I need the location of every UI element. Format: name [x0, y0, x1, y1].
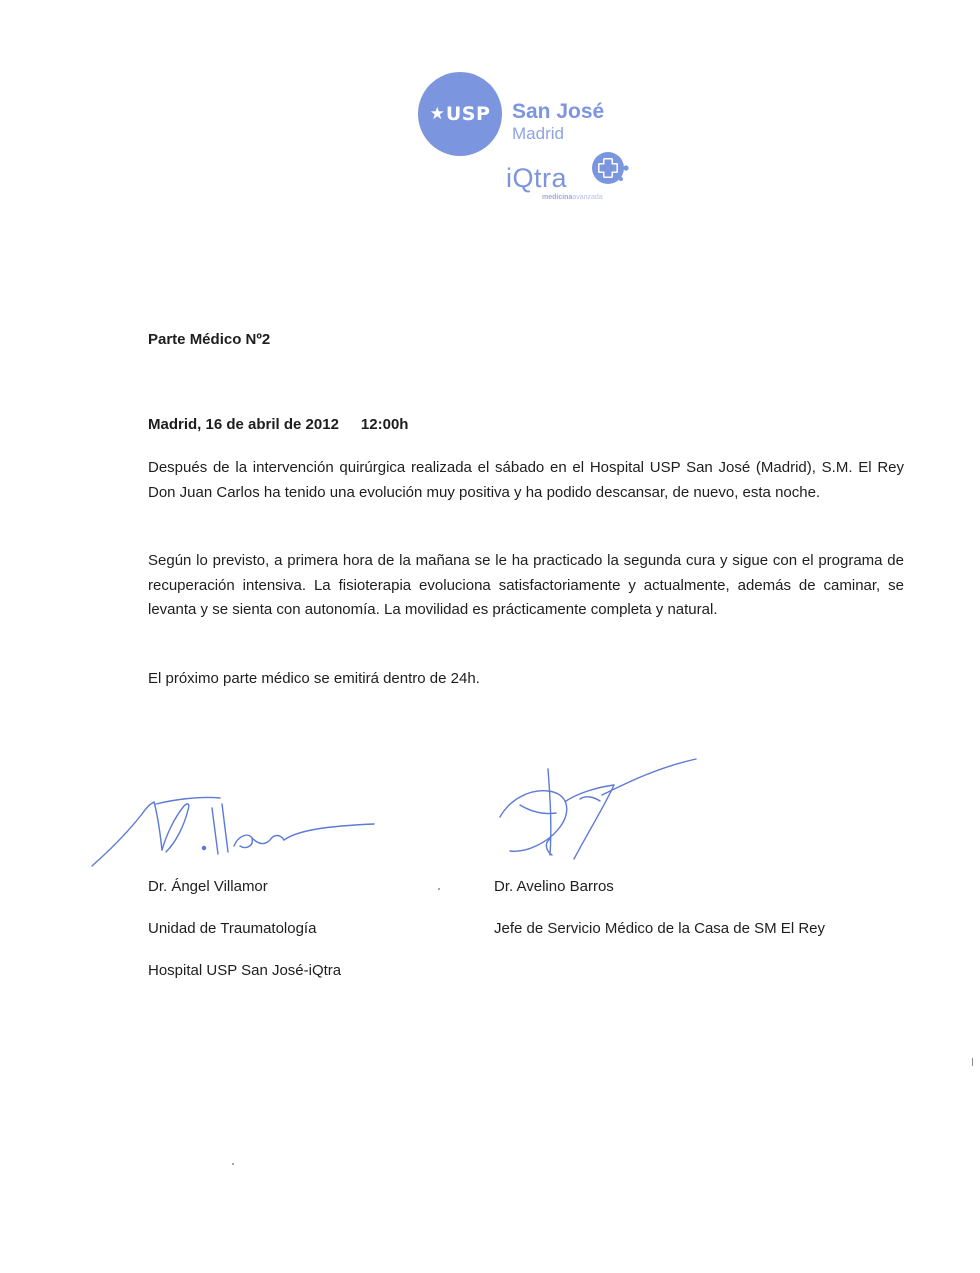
- scan-speck: [232, 1163, 234, 1165]
- iqtra-tagline-light: avanzada: [572, 194, 603, 201]
- signer-right-role: Jefe de Servicio Médico de la Casa de SM El Rey: [494, 920, 825, 937]
- scan-speck: [972, 1058, 973, 1066]
- brand-city: Madrid: [512, 124, 564, 143]
- usp-circle-badge: [418, 72, 502, 156]
- signer-right-name: Dr. Avelino Barros: [494, 878, 614, 895]
- star-icon: ★: [429, 104, 445, 123]
- dateline-place-date: Madrid, 16 de abril de 2012: [148, 416, 339, 433]
- usp-badge-text: USP: [445, 103, 491, 125]
- scan-speck: [438, 888, 440, 890]
- iqtra-tagline: [542, 194, 603, 201]
- body-paragraph: El próximo parte médico se emitirá dentro de 24h.: [148, 670, 480, 687]
- body-paragraph: Después de la intervención quirúrgica realizada el sábado en el Hospital USP San José (Madrid), S.M. El Rey Don Juan Carlos ha tenido una evolución muy positiva y ha podido descansar, de nuevo, esta noche.: [148, 459, 904, 501]
- iqtra-tagline-bold: medicina: [542, 194, 573, 201]
- body-paragraph: Según lo previsto, a primera hora de la mañana se le ha practicado la segunda cura y sigue con el programa de recuperación intensiva. La fisioterapia evoluciona satisfactoriamente y actualmente, además de caminar, se levanta y se sienta con autonomía. La movilidad es prácticamente completa y natural.: [148, 552, 904, 618]
- dateline-time: 12:00h: [360, 416, 409, 433]
- iqtra-name: iQtra: [506, 163, 568, 193]
- dateline: [148, 416, 408, 433]
- signer-left-unit: Unidad de Traumatología: [148, 920, 317, 937]
- signer-left-name: Dr. Ángel Villamor: [148, 878, 268, 895]
- usp-san-jose-iqtra-logo: [418, 72, 648, 212]
- document-title: Parte Médico Nº2: [148, 331, 271, 348]
- iqtra-cross-icon: [588, 146, 632, 190]
- brand-name: San José: [512, 100, 605, 123]
- signature-right: [490, 755, 705, 865]
- signature-left: [88, 790, 388, 880]
- signer-left-hospital: Hospital USP San José-iQtra: [148, 962, 342, 979]
